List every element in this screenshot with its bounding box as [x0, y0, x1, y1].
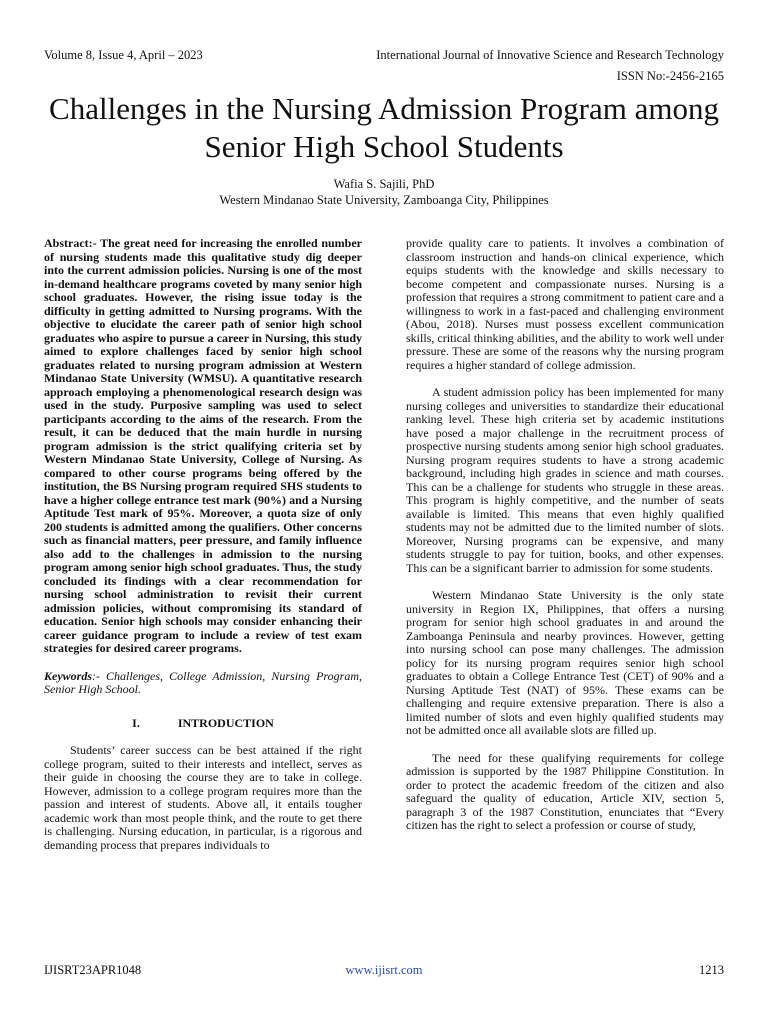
keywords-line [44, 670, 362, 697]
abstract-paragraph: Abstract:- The great need for increasing the enrolled number of nursing students made this qualitative study dig deeper into the current admission policies. Nursing is one of the most in-demand healthcare programs coveted by many senior high school graduates. However, the rising issue today is the difficulty in getting admitted to Nursing programs. With the objective to elucidate the career path of senior high school graduates who aspire to pursue a career in Nursing, this study aimed to explore challenges faced by senior high school graduates related to nursing program admission at Western Mindanao State University (WMSU). A quantitative research approach employing a phenomenological research design was used in the study. Purposive sampling was used to select participants according to the aims of the research. From the result, it can be deduced that the main hurdle in nursing program admission is the strict qualifying criteria set by Western Mindanao State University, College of Nursing. As compared to other course programs being offered by the institution, the BS Nursing program required SHS students to have a higher college entrance test mark (90%) and a Nursing Aptitude Test mark of 95%. Moreover, a quota size of only 200 students is admitted among the qualifiers. Other concerns such as financial matters, peer pressure, and family influence also add to the challenges in admission to the nursing program among senior high school graduates. Thus, the study concluded its findings with a clear recommendation for nursing school administration to revisit their current admission policies, without compromising its standard of education. Senior high schools may consider enhancing their career guidance program to include a review of test exam strategies for desired career programs. [44, 236, 362, 655]
journal-volume-info: Volume 8, Issue 4, April – 2023 [44, 48, 203, 62]
page-number: 1213 [699, 963, 724, 977]
right-column [406, 237, 724, 833]
article-code: IJISRT23APR1048 [44, 963, 142, 977]
journal-name: International Journal of Innovative Science and Research Technology [376, 48, 724, 62]
section-number: I. [132, 715, 140, 730]
author-affiliation: Western Mindanao State University, Zamboanga City, Philippines [219, 193, 549, 207]
section-heading [44, 717, 362, 731]
keywords-label: Keywords [44, 668, 92, 683]
journal-website-link[interactable]: www.ijisrt.com [345, 963, 423, 977]
body-paragraph: A student admission policy has been implemented for many nursing colleges and universities to standardize their educational ranking level. These high criteria set by academic institutions have posed a major challenge in the recruitment process of prospective nursing students among senior high school graduates. Nursing program requires students to have a strong academic background, including high grades in science and math courses. This can be a challenge for students who struggle in these areas. This program is highly competitive, and the number of seats available is limited. This means that even highly qualified students may not be admitted due to the limited number of slots. Moreover, Nursing programs can be expensive, and many students struggle to pay for tuition, books, and other expenses. This can be a significant barrier to admission for some students. [406, 385, 724, 575]
issn-number: ISSN No:-2456-2165 [616, 69, 724, 83]
body-paragraph: provide quality care to patients. It involves a combination of classroom instruction and hands-on clinical experience, which equips students with the knowledge and skills necessary to become competent and compassionate nurses. Nursing is a profession that requires a strong commitment to patient care and a willingness to work in a fast-paced and challenging environment (Abou, 2018). Nurses must possess excellent communication skills, critical thinking abilities, and the ability to work well under pressure. These are some of the reasons why the nursing program requires a higher standard of college admission. [406, 236, 724, 372]
body-paragraph: The need for these qualifying requirements for college admission is supported by the 1987 Philippine Constitution. In order to protect the academic freedom of the citizen and also safeguard the quality of education, Article XIV, section 5, paragraph 3 of the 1987 Constitution, enunciates that “Every citizen has the right to select a profession or course of study, [406, 750, 724, 832]
author-name: Wafia S. Sajili, PhD [333, 177, 435, 191]
intro-paragraph: Students’ career success can be best attained if the right college program, suited to their interests and intellect, serves as their guide in choosing the course they are to take in college. However, admission to a college program requires more than the passion and interest of students. Above all, it entails tougher academic work than most people think, and the route to get there is challenging. Nursing education, in particular, is a rigorous and demanding process that prepares individuals to [44, 743, 362, 852]
section-title: INTRODUCTION [177, 715, 274, 730]
body-paragraph: Western Mindanao State University is the only state university in Region IX, Philippines, that offers a nursing program for senior high school graduates in and around the Zamboanga Peninsula and nearby provinces. However, getting into nursing school can pose many challenges. The admission policy for its nursing program requires senior high school graduates to obtain a College Entrance Test (CET) of 90% and a Nursing Aptitude Test (NAT) of 95%. These exams can be challenging and require extensive preparation. There is also a limited number of slots and even highly qualified students may not be admitted once all available slots are filled up. [406, 588, 724, 737]
paper-title: Challenges in the Nursing Admission Program among Senior High School Students [49, 91, 719, 164]
keywords-text: :- Challenges, College Admission, Nursing Program, Senior High School. [44, 668, 362, 696]
left-column [44, 237, 362, 852]
